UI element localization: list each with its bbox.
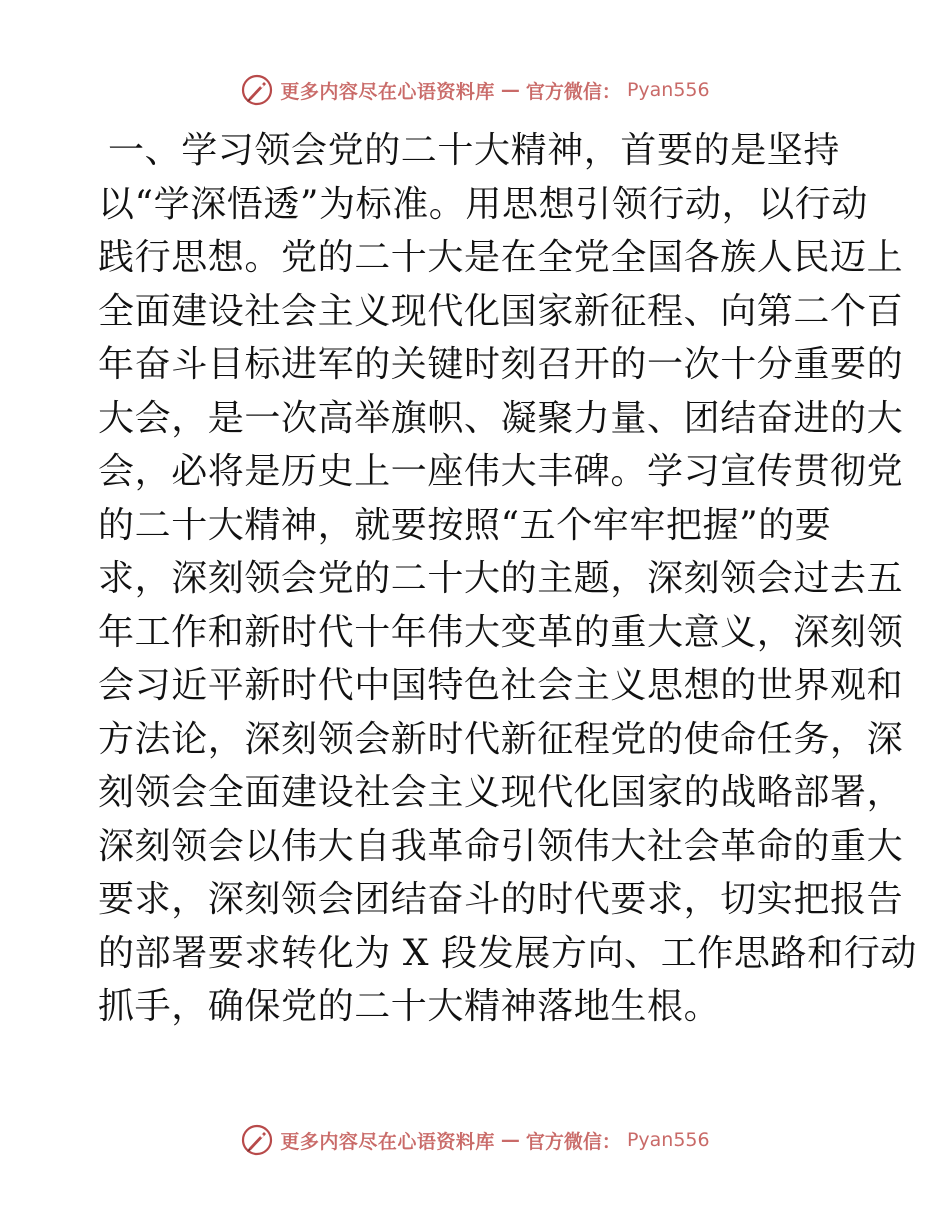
quill-pen-logo-icon xyxy=(240,73,274,107)
body-line: 会，必将是历史上一座伟大丰碑。学习宣传贯彻党 xyxy=(98,451,904,492)
body-line: 要求，深刻领会团结奋斗的时代要求，切实把报告 xyxy=(98,879,904,920)
header-watermark xyxy=(0,70,950,110)
body-line: 大会，是一次高举旗帜、凝聚力量、团结奋进的大 xyxy=(98,397,904,439)
body-line: 以“学深悟透”为标准。用思想引领行动，以行动 xyxy=(98,183,869,225)
body-line: 年奋斗目标进军的关键时刻召开的一次十分重要的 xyxy=(98,344,904,385)
body-line: 抓手，确保党的二十大精神落地生根。 xyxy=(98,986,721,1027)
body-line: 方法论，深刻领会新时代新征程党的使命任务，深 xyxy=(98,718,904,760)
watermark-main-text: 更多内容尽在心语资料库 xyxy=(280,1130,495,1153)
watermark-separator: — xyxy=(500,79,520,101)
watermark-sub-text: 官方微信： xyxy=(525,80,621,103)
quill-pen-logo-icon xyxy=(240,1123,274,1157)
body-line: 求，深刻领会党的二十大的主题，深刻领会过去五 xyxy=(98,558,904,599)
watermark-account-id: Pyan556 xyxy=(626,1129,710,1151)
body-line: 刻领会全面建设社会主义现代化国家的战略部署， xyxy=(98,772,904,813)
body-line: 的二十大精神，就要按照“五个牢牢把握”的要 xyxy=(98,504,832,546)
header-watermark-content xyxy=(240,73,709,107)
document-body xyxy=(98,124,917,1034)
footer-watermark xyxy=(0,1120,950,1160)
watermark-separator: — xyxy=(500,1129,520,1151)
body-line: 深刻领会以伟大自我革命引领伟大社会革命的重大 xyxy=(98,825,904,867)
watermark-account-id: Pyan556 xyxy=(626,79,710,101)
footer-watermark-content xyxy=(240,1123,709,1157)
body-line: 全面建设社会主义现代化国家新征程、向第二个百 xyxy=(98,290,904,332)
watermark-main-text: 更多内容尽在心语资料库 xyxy=(280,80,495,103)
watermark-sub-text: 官方微信： xyxy=(525,1130,621,1153)
body-line: 践行思想。党的二十大是在全党全国各族人民迈上 xyxy=(98,237,904,278)
body-line: 的部署要求转化为 X 段发展方向、工作思路和行动 xyxy=(98,932,917,974)
body-line: 年工作和新时代十年伟大变革的重大意义，深刻领 xyxy=(98,611,904,653)
body-line: 一、学习领会党的二十大精神，首要的是坚持 xyxy=(108,130,841,171)
body-line: 会习近平新时代中国特色社会主义思想的世界观和 xyxy=(98,665,904,706)
